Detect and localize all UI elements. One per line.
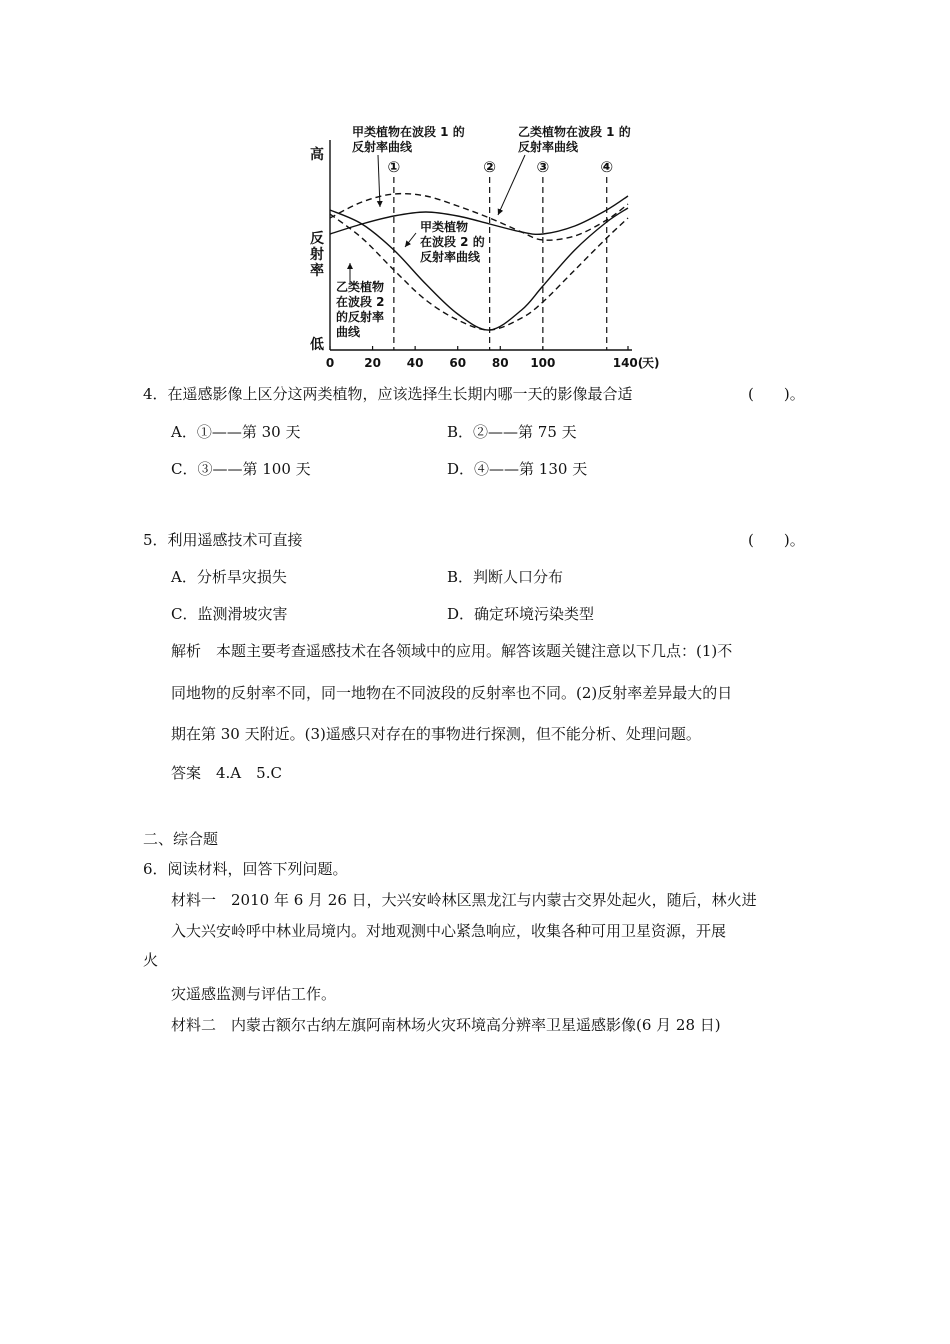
annotation-b-band2: 的反射率 <box>336 310 385 324</box>
y-label-high: 高 <box>310 147 324 163</box>
q5-answer-paren: ( )。 <box>748 531 805 549</box>
annotation-a-band1-arrow <box>378 155 380 207</box>
material1-line-2: 入大兴安岭呼中林业局境内。对地观测中心紧急响应，收集各种可用卫星资源，开展 <box>171 922 727 940</box>
q5-option-a[interactable]: A．分析旱灾损失 <box>171 568 287 586</box>
annotation-a-band2: 甲类植物 <box>420 220 469 234</box>
annotation-a-band2: 反射率曲线 <box>420 250 481 264</box>
material1-line-3: 火 <box>143 951 159 969</box>
x-axis-label: 天 <box>642 356 655 370</box>
annotation-b-band2: 曲线 <box>336 325 361 339</box>
x-axis-label-paren: ) <box>654 356 660 370</box>
y-axis-label-char: 射 <box>310 247 324 263</box>
annotation-b-band1: 乙类植物在波段 1 的 <box>518 125 631 139</box>
analysis-line-2: 同地物的反射率不同，同一地物在不同波段的反射率也不同。(2)反射率差异最大的日 <box>171 684 733 702</box>
material1-line-1: 材料一 2010 年 6 月 26 日，大兴安岭林区黑龙江与内蒙古交界处起火，随后，林火进 <box>171 891 757 909</box>
annotation-b-band2: 在波段 2 <box>336 295 385 309</box>
q5-option-d[interactable]: D．确定环境污染类型 <box>447 605 595 623</box>
q5-option-b[interactable]: B．判断人口分布 <box>447 568 564 586</box>
y-axis-label-char: 率 <box>310 263 324 279</box>
q5-stem: 5．利用遥感技术可直接 <box>143 531 303 549</box>
y-label-low: 低 <box>310 337 324 353</box>
annotation-a-band2: 在波段 2 的 <box>420 235 485 249</box>
analysis-line-1: 解析 本题主要考查遥感技术在各领域中的应用。解答该题关键注意以下几点：(1)不 <box>171 642 733 660</box>
reflectance-chart <box>300 115 660 380</box>
x-tick-label: 40 <box>406 356 424 370</box>
marker-label: ① <box>387 158 401 176</box>
q6-stem: 6．阅读材料，回答下列问题。 <box>143 860 348 878</box>
annotation-a-band2-arrow <box>405 233 416 247</box>
analysis-line-3: 期在第 30 天附近。(3)遥感只对存在的事物进行探测，但不能分析、处理问题。 <box>171 725 701 743</box>
marker-label: ③ <box>536 158 550 176</box>
x-tick-label: 140( <box>612 356 644 370</box>
x-tick-label: 0 <box>325 356 335 370</box>
q4-option-a[interactable]: A．①——第 30 天 <box>171 423 301 441</box>
marker-label: ② <box>483 158 496 176</box>
annotation-a-band1: 反射率曲线 <box>352 140 413 154</box>
section-title: 二、综合题 <box>143 830 219 848</box>
marker-label: ④ <box>600 158 614 176</box>
annotation-a-band1: 甲类植物在波段 1 的 <box>352 125 465 139</box>
q4-stem: 4．在遥感影像上区分这两类植物，应该选择生长期内哪一天的影像最合适 <box>143 385 633 403</box>
annotation-b-band1: 反射率曲线 <box>518 140 579 154</box>
x-tick-label: 60 <box>449 356 467 370</box>
x-tick-label: 100 <box>530 356 556 370</box>
q4-answer-paren: ( )。 <box>748 385 805 403</box>
answer-line: 答案 4.A 5.C <box>171 764 282 782</box>
q4-option-d[interactable]: D．④——第 130 天 <box>447 460 588 478</box>
series-a-band1 <box>330 196 628 234</box>
x-tick-label: 20 <box>364 356 381 370</box>
q5-option-c[interactable]: C．监测滑坡灾害 <box>171 605 288 623</box>
y-axis-label-char: 反 <box>310 231 324 247</box>
x-tick-label: 80 <box>491 356 509 370</box>
q4-option-c[interactable]: C．③——第 100 天 <box>171 460 311 478</box>
material2-line: 材料二 内蒙古额尔古纳左旗阿南林场火灾环境高分辨率卫星遥感影像(6 月 28 日) <box>171 1016 721 1034</box>
annotation-b-band2: 乙类植物 <box>336 280 385 294</box>
material1-line-4: 灾遥感监测与评估工作。 <box>171 985 337 1003</box>
q4-option-b[interactable]: B．②——第 75 天 <box>447 423 577 441</box>
annotation-b-band1-arrow <box>498 155 525 215</box>
